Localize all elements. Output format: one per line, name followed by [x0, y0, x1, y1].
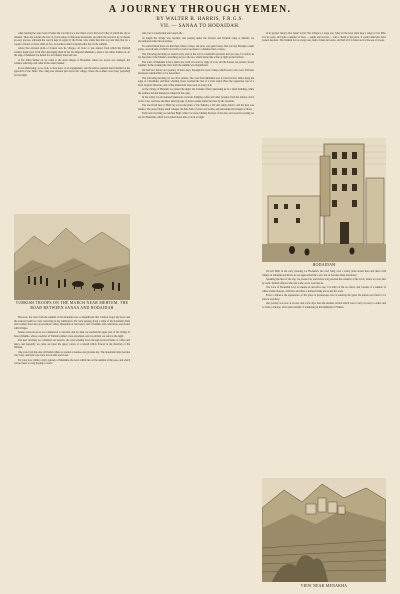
paragraph: We had now before us a journey of three days, through the lower valleys which lead to the coast. The heat increased considerably as we descended.: [138, 68, 254, 75]
paragraph: After leaving the outer wall of Sanaa the road lies for a few miles across the level valley in which the city is situated. Then one reaches the foot of a bold range of limestone mountains, up which the ascent is by no means an easy process, although the road is kept in repair by the Turks. One winds first this way and then that for a couple of hours or more, until, in fact, is reached a kind of plateau that lies on the summit.: [14, 32, 130, 46]
paragraph: It was distressing, as we rode, to hear news of an engagement, and the natives seemed much alarmed at the approach of the Turks. The camp was situated just above the village, where the soldiers were busy preparing for the night.: [14, 66, 130, 77]
paragraph: In the valley we encountered numerous caravans bringing coffee and other produce from the interior down to the coast, and here and there small groups of Arabs resting under the trees by the roadside.: [138, 96, 254, 103]
paragraph: Speaking the heat of the day, we pressed on, and before long reached the outskirts of the town, where we were met by some Turkish officers who had come out to welcome us.: [262, 278, 386, 285]
paragraph: At length the village was reached, and passing under the fortress and Turkish camp at Mettah, we encountered some rain in earnest.: [138, 36, 254, 43]
column-3-text-top: [262, 32, 386, 134]
paragraph: in no greater luxury after desert travel. The village is a large one, lying on the level plain near a range of low hills. It is an oasis, and quite a number of trees — palms and acacias — add a charm to the place. It would otherwise have looked desolate. The Turkish fort is a large one, built of mud and stone, and half of it is fitted out for the use of troops.: [262, 32, 386, 42]
paragraph: The town of Menakha is but a small one, built on a narrow ridge of rock, and the houses are packed closely together. In the evening the view from the summit was magnificent.: [138, 60, 254, 67]
article-header: [14, 4, 386, 30]
article-title: A JOURNEY THROUGH YEMEN.: [108, 4, 292, 15]
paragraph: From a distance the appearance of the place is picturesque, but on entering the gates the streets are found to be narrow and dirty.: [262, 294, 386, 301]
paragraph: The following morning we started early, and on the road a wonderful spectacle met our eyes, for before us lay the plain of the Tehama, stretching away to the sea, which shone like a line of light on the horizon.: [138, 52, 254, 59]
paragraph: The next morning we continued our descent, the road winding down through terraced fields of coffee and durra, and presently we came out upon the upper waters of a stream which flowed in the direction of the Tehama.: [14, 339, 130, 349]
paragraph: Our journey was now at an end, and a few days later the steamer arrived which was to carry us away to Aden, and so back to Europe, after some months of wandering in the highlands of Yemen.: [262, 302, 386, 309]
paragraph: The town of Hodaidah is by no means an attractive one; it is built on the sea shore, and consists of a number of white-washed houses, with here and there a minaret rising above the flat roofs.: [262, 286, 386, 293]
paragraph: However, the view from the summit of the mountain was so magnificent that I almost forgot my fever and the awkward path we were traversing in my admiration. We were passing along a ridge of the mountain chain and looking down into an enormous valley, thousands of feet below, full of hamlets and cultivation, and dotted with villages.: [14, 316, 130, 330]
illustration-view-near-menakha: [262, 478, 386, 582]
column-1-text: [14, 32, 130, 212]
paragraph: We were now within a day's journey of Menakha, the town which lies on the summit of the pass, and which we had been so long hoping to reach.: [14, 358, 130, 365]
column-2-text: [138, 32, 254, 587]
paragraph: We left Bajil in the early morning for Hodaidah, the road lying over a sandy plain dotted here and there with clumps of tamarisk and thorn. As we approached the coast, the air became damp and heavy.: [262, 270, 386, 277]
article-section: VII. — SANAA TO HODAIDAH.: [160, 24, 240, 29]
paragraph: side, but so lonely their one forgets the ...: [142, 32, 185, 35]
paragraph: The road from here to Bajil lay across the plain of the Tehama, a flat and sandy district, and the heat was intense. We passed many small villages, the huts built of straw and wattle, and surrounded by hedges of thorn.: [138, 104, 254, 111]
paragraph: About this elevated plain of broken rock lie villages, all more or less ruined, from which the Turkish soldiers made sport from after dislodging them in the last Imperial Medinah, a plain a few miles farther on. At the edge of Mematal we halted for our midday meal and rest.: [14, 47, 130, 57]
paragraph: Early next morning we reached Bajil, where we rested during the heat of the day, and towards evening set out for Hodaidah, which we reached about nine o'clock at night.: [138, 112, 254, 119]
paragraph: A few miles farther on we came to the Arab village of Hodaidah, where our escort was changed, the soldiers relieving each other in the usual manner.: [14, 58, 130, 65]
paragraph: One took from the side of Khamis when we started at sunrise one glorious day. The mountain range became very lofty, and their tops were lost in mist and cloud.: [14, 350, 130, 357]
illustration-turkish-troops: [14, 214, 130, 300]
article-byline: BY WALTER B. HARRIS, F.R.G.S.: [156, 17, 244, 22]
paragraph: At the village of Hajaileh we passed the night, the Turkish officer quartering us in a small building, while the soldiers and the muleteers camped in the open.: [138, 88, 254, 95]
paragraph: The following morning we set off at sunrise. The road from Menakha rose for the first few miles along the edge of a mountain, and then, winding down, reached the bed of a wide valley. Here the vegetation was of a more tropical character, and coffee plantations were seen on every side.: [138, 76, 254, 87]
caption-hodaidah: HODAIDAH: [312, 263, 336, 267]
paragraph: Sunset overtook us as we commenced to descend, and by dusk we reached the upper part of the village of Suk el Khamis, where a number of Turkish soldiers were encamped, and we pitched our tent for the night.: [14, 331, 130, 338]
caption-turkish-troops: TURKISH TROOPS ON THE MARCH NEAR MEHTEM, THE ROAD BETWEEN SANAA AND HODAIDAH: [15, 301, 129, 310]
column-1-text-bottom: [14, 316, 130, 588]
paragraph: For some fifteen hours we marched a mile or more, the snow was quite lonely. Our road lay through a small gorge, on each side of which vast walls of rock rose sheer to a hundred feet or more.: [138, 44, 254, 51]
illustration-hodaidah: [262, 138, 386, 262]
caption-view-near-menakha: VIEW NEAR MENAKHA: [300, 584, 348, 588]
